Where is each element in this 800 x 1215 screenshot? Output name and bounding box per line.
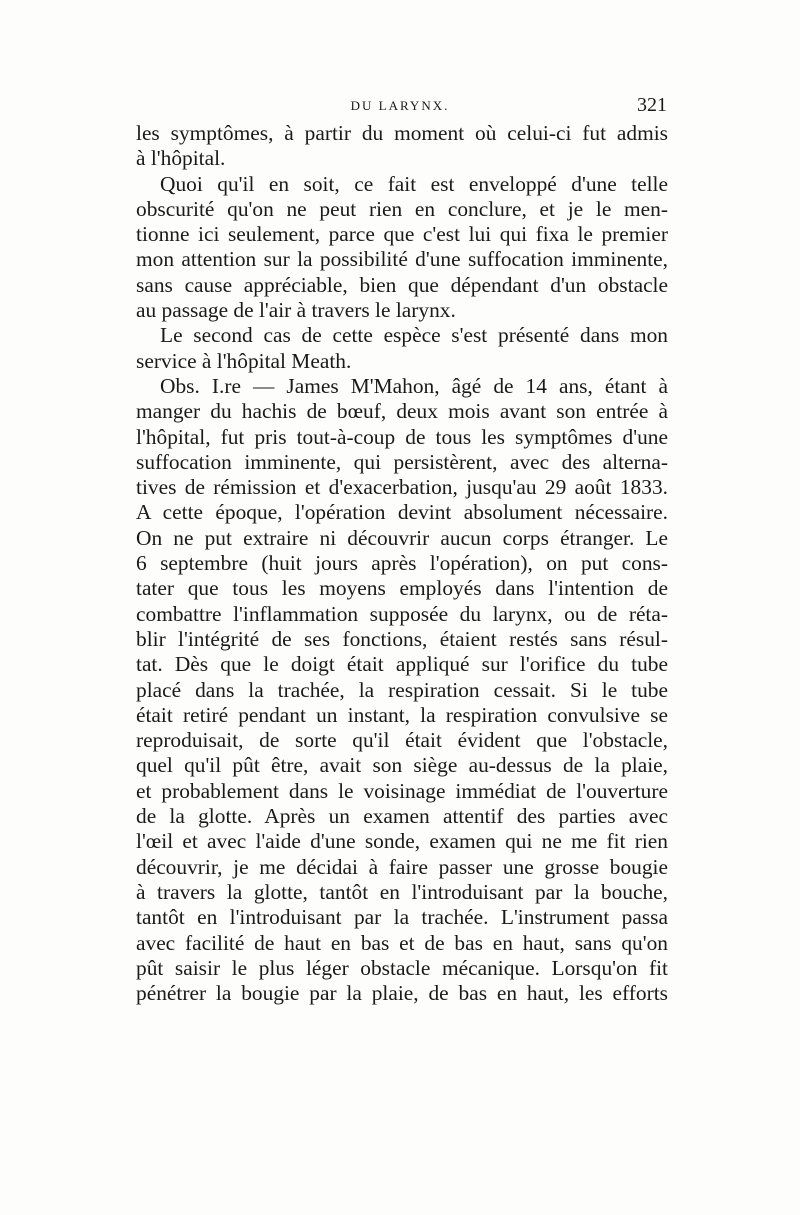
text-line: service à l'hôpital Meath. xyxy=(136,348,352,373)
text-line: mon attention sur la possibilité d'une suffocation imminente, xyxy=(136,247,668,272)
text-line: quel qu'il pût être, avait son siège au-dessus de la plaie, xyxy=(136,753,668,778)
text-line: pénétrer la bougie par la plaie, de bas en haut, les efforts xyxy=(136,981,668,1006)
text-line: découvrir, je me décidai à faire passer une grosse bougie xyxy=(136,854,668,879)
text-line: placé dans la trachée, la respiration cessait. Si le tube xyxy=(136,677,668,702)
text-line: Quoi qu'il en soit, ce fait est enveloppé d'une telle xyxy=(160,171,668,196)
body-text xyxy=(136,121,668,1006)
text-line: sans cause appréciable, bien que dépendant d'un obstacle xyxy=(136,272,668,297)
text-line: On ne put extraire ni découvrir aucun corps étranger. Le xyxy=(136,525,668,550)
text-line: à l'hôpital. xyxy=(136,146,226,171)
text-line: suffocation imminente, qui persistèrent, avec des alterna- xyxy=(136,449,668,474)
page-number: 321 xyxy=(637,94,667,116)
running-head xyxy=(135,94,667,122)
text-line: au passage de l'air à travers le larynx. xyxy=(136,298,456,323)
text-line: à travers la glotte, tantôt en l'introduisant par la bouche, xyxy=(136,879,668,904)
text-line: tater que tous les moyens employés dans l'intention de xyxy=(136,576,668,601)
text-line: A cette époque, l'opération devint absolument nécessaire. xyxy=(136,500,668,525)
text-line: pût saisir le plus léger obstacle mécanique. Lorsqu'on fit xyxy=(136,955,668,980)
text-line: obscurité qu'on ne peut rien en conclure, et je le men- xyxy=(136,196,668,221)
text-line: reproduisait, de sorte qu'il était évident que l'obstacle, xyxy=(136,728,668,753)
text-line: l'hôpital, fut pris tout-à-coup de tous les symptômes d'une xyxy=(136,424,668,449)
text-line: manger du hachis de bœuf, deux mois avant son entrée à xyxy=(136,399,668,424)
text-line: 6 septembre (huit jours après l'opération), on put cons- xyxy=(136,551,668,576)
text-line: était retiré pendant un instant, la respiration convulsive se xyxy=(136,702,668,727)
text-line: et probablement dans le voisinage immédiat de l'ouverture xyxy=(136,778,668,803)
text-line: Le second cas de cette espèce s'est présenté dans mon xyxy=(160,323,668,348)
text-line: blir l'intégrité de ses fonctions, étaient restés sans résul- xyxy=(136,626,668,651)
text-line: Obs. I.re — James M'Mahon, âgé de 14 ans, étant à xyxy=(160,373,668,398)
text-line: tionne ici seulement, parce que c'est lui qui fixa le premier xyxy=(136,222,668,247)
text-line: combattre l'inflammation supposée du larynx, ou de réta- xyxy=(136,601,668,626)
text-line: tives de rémission et d'exacerbation, jusqu'au 29 août 1833. xyxy=(136,475,668,500)
text-line: tat. Dès que le doigt était appliqué sur l'orifice du tube xyxy=(136,652,668,677)
text-line: l'œil et avec l'aide d'une sonde, examen qui ne me fit rien xyxy=(136,829,668,854)
text-line: de la glotte. Après un examen attentif des parties avec xyxy=(136,804,668,829)
text-line: tantôt en l'introduisant par la trachée. L'instrument passa xyxy=(136,905,668,930)
text-line: les symptômes, à partir du moment où celui-ci fut admis xyxy=(136,121,668,145)
running-title: DU LARYNX. xyxy=(350,98,450,113)
text-line: avec facilité de haut en bas et de bas en haut, sans qu'on xyxy=(136,930,668,955)
